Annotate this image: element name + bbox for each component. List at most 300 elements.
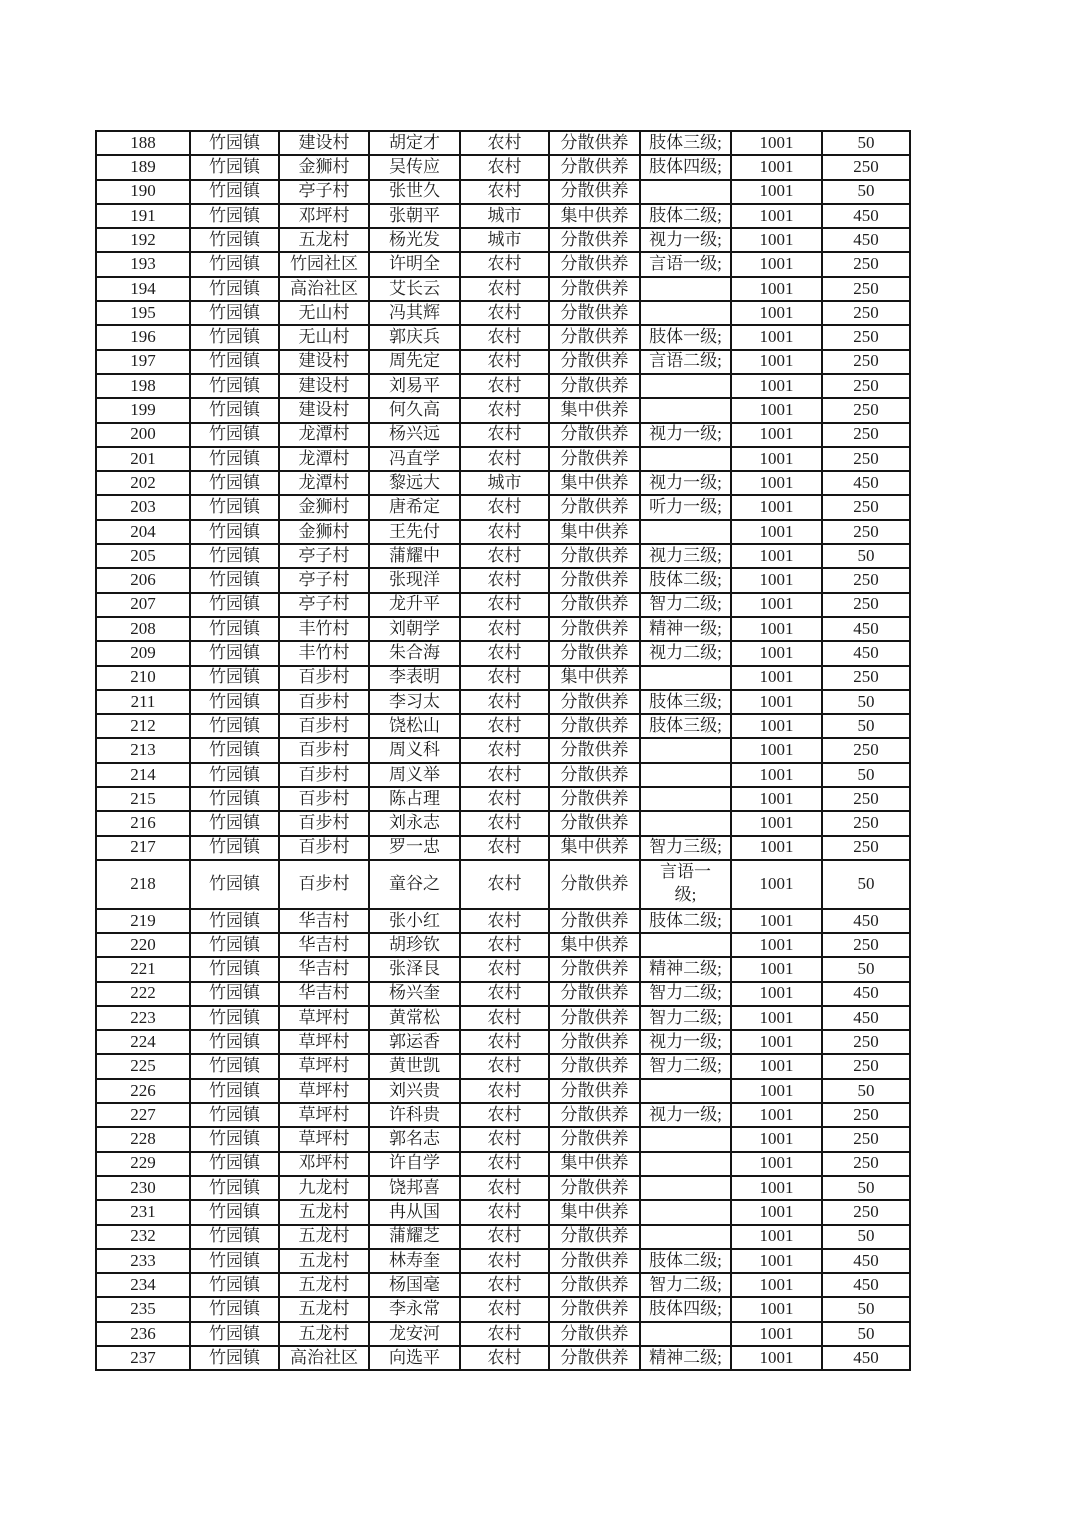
table-cell-support-type: 分散供养 bbox=[549, 1079, 640, 1103]
table-row bbox=[96, 204, 910, 228]
table-cell-row-number: 226 bbox=[96, 1079, 190, 1103]
table-cell-residence-type: 农村 bbox=[460, 155, 549, 179]
table-cell-support-type: 分散供养 bbox=[549, 811, 640, 835]
table-cell-code: 1001 bbox=[731, 495, 822, 519]
table-cell-code: 1001 bbox=[731, 423, 822, 447]
table-cell-support-type: 分散供养 bbox=[549, 374, 640, 398]
table-cell-village: 百步村 bbox=[279, 860, 369, 909]
table-cell-support-type: 分散供养 bbox=[549, 738, 640, 762]
table-cell-row-number: 212 bbox=[96, 714, 190, 738]
table-cell-amount: 50 bbox=[822, 1079, 910, 1103]
table-cell-amount: 250 bbox=[822, 447, 910, 471]
table-cell-code: 1001 bbox=[731, 155, 822, 179]
table-cell-code: 1001 bbox=[731, 204, 822, 228]
table-cell-person-name: 张世久 bbox=[369, 180, 460, 204]
table-cell-disability-grade: 视力二级; bbox=[640, 641, 731, 665]
table-cell-code: 1001 bbox=[731, 641, 822, 665]
table-cell-disability-grade: 视力一级; bbox=[640, 1030, 731, 1054]
table-cell-amount: 250 bbox=[822, 836, 910, 860]
table-cell-amount: 50 bbox=[822, 714, 910, 738]
table-cell-amount: 250 bbox=[822, 593, 910, 617]
table-cell-person-name: 黄世凯 bbox=[369, 1054, 460, 1078]
table-cell-row-number: 188 bbox=[96, 131, 190, 155]
table-row bbox=[96, 1079, 910, 1103]
table-row bbox=[96, 228, 910, 252]
table-cell-support-type: 分散供养 bbox=[549, 568, 640, 592]
table-cell-residence-type: 农村 bbox=[460, 714, 549, 738]
table-cell-person-name: 冉从国 bbox=[369, 1200, 460, 1224]
table-cell-support-type: 分散供养 bbox=[549, 860, 640, 909]
table-cell-village: 百步村 bbox=[279, 811, 369, 835]
table-cell-row-number: 201 bbox=[96, 447, 190, 471]
table-cell-person-name: 王先付 bbox=[369, 520, 460, 544]
table-cell-residence-type: 农村 bbox=[460, 1200, 549, 1224]
table-cell-residence-type: 农村 bbox=[460, 180, 549, 204]
table-cell-town: 竹园镇 bbox=[190, 350, 279, 374]
table-cell-code: 1001 bbox=[731, 1297, 822, 1321]
table-cell-row-number: 216 bbox=[96, 811, 190, 835]
table-cell-village: 百步村 bbox=[279, 763, 369, 787]
table-cell-town: 竹园镇 bbox=[190, 204, 279, 228]
table-cell-row-number: 203 bbox=[96, 495, 190, 519]
table-cell-village: 无山村 bbox=[279, 301, 369, 325]
table-row bbox=[96, 1176, 910, 1200]
table-cell-residence-type: 农村 bbox=[460, 933, 549, 957]
table-cell-town: 竹园镇 bbox=[190, 1273, 279, 1297]
table-cell-person-name: 郭运香 bbox=[369, 1030, 460, 1054]
table-cell-support-type: 分散供养 bbox=[549, 1054, 640, 1078]
table-cell-code: 1001 bbox=[731, 811, 822, 835]
table-cell-residence-type: 农村 bbox=[460, 325, 549, 349]
table-cell-residence-type: 城市 bbox=[460, 471, 549, 495]
table-cell-row-number: 222 bbox=[96, 982, 190, 1006]
table-cell-code: 1001 bbox=[731, 1103, 822, 1127]
table-cell-support-type: 分散供养 bbox=[549, 252, 640, 276]
table-cell-row-number: 233 bbox=[96, 1249, 190, 1273]
table-cell-amount: 450 bbox=[822, 909, 910, 933]
table-cell-code: 1001 bbox=[731, 277, 822, 301]
table-cell-disability-grade bbox=[640, 1225, 731, 1249]
table-cell-code: 1001 bbox=[731, 666, 822, 690]
table-cell-person-name: 胡定才 bbox=[369, 131, 460, 155]
table-cell-amount: 50 bbox=[822, 1225, 910, 1249]
table-cell-person-name: 蒲耀芝 bbox=[369, 1225, 460, 1249]
table-cell-row-number: 210 bbox=[96, 666, 190, 690]
table-cell-person-name: 李习太 bbox=[369, 690, 460, 714]
table-cell-amount: 250 bbox=[822, 666, 910, 690]
table-cell-amount: 250 bbox=[822, 568, 910, 592]
table-cell-code: 1001 bbox=[731, 1322, 822, 1346]
table-cell-row-number: 218 bbox=[96, 860, 190, 909]
table-cell-disability-grade: 肢体二级; bbox=[640, 568, 731, 592]
table-cell-disability-grade bbox=[640, 1322, 731, 1346]
table-cell-residence-type: 农村 bbox=[460, 423, 549, 447]
table-cell-disability-grade: 肢体二级; bbox=[640, 909, 731, 933]
table-cell-disability-grade bbox=[640, 520, 731, 544]
table-cell-row-number: 217 bbox=[96, 836, 190, 860]
table-cell-village: 无山村 bbox=[279, 325, 369, 349]
table-cell-row-number: 220 bbox=[96, 933, 190, 957]
table-cell-village: 建设村 bbox=[279, 398, 369, 422]
table-cell-town: 竹园镇 bbox=[190, 738, 279, 762]
table-cell-residence-type: 农村 bbox=[460, 447, 549, 471]
table-cell-amount: 250 bbox=[822, 738, 910, 762]
table-cell-amount: 50 bbox=[822, 1297, 910, 1321]
table-cell-code: 1001 bbox=[731, 301, 822, 325]
table-row bbox=[96, 933, 910, 957]
table-cell-amount: 250 bbox=[822, 423, 910, 447]
table-cell-residence-type: 农村 bbox=[460, 495, 549, 519]
table-cell-code: 1001 bbox=[731, 957, 822, 981]
table-cell-person-name: 刘易平 bbox=[369, 374, 460, 398]
table-cell-residence-type: 城市 bbox=[460, 204, 549, 228]
table-cell-support-type: 分散供养 bbox=[549, 447, 640, 471]
table-cell-disability-grade: 精神二级; bbox=[640, 957, 731, 981]
table-cell-person-name: 郭庆兵 bbox=[369, 325, 460, 349]
table-cell-person-name: 周义举 bbox=[369, 763, 460, 787]
table-cell-town: 竹园镇 bbox=[190, 617, 279, 641]
table-cell-village: 华吉村 bbox=[279, 957, 369, 981]
table-cell-disability-grade: 言语一级; bbox=[640, 860, 731, 909]
table-row bbox=[96, 1200, 910, 1224]
table-cell-support-type: 分散供养 bbox=[549, 277, 640, 301]
table-cell-disability-grade bbox=[640, 1079, 731, 1103]
table-cell-disability-grade: 肢体三级; bbox=[640, 690, 731, 714]
table-cell-code: 1001 bbox=[731, 1152, 822, 1176]
table-cell-disability-grade bbox=[640, 666, 731, 690]
table-cell-person-name: 胡珍钦 bbox=[369, 933, 460, 957]
table-cell-person-name: 杨兴远 bbox=[369, 423, 460, 447]
table-cell-row-number: 192 bbox=[96, 228, 190, 252]
table-cell-row-number: 211 bbox=[96, 690, 190, 714]
table-cell-support-type: 分散供养 bbox=[549, 423, 640, 447]
table-cell-disability-grade: 肢体四级; bbox=[640, 155, 731, 179]
table-cell-residence-type: 农村 bbox=[460, 836, 549, 860]
table-cell-residence-type: 农村 bbox=[460, 811, 549, 835]
table-cell-residence-type: 农村 bbox=[460, 593, 549, 617]
table-cell-town: 竹园镇 bbox=[190, 495, 279, 519]
table-cell-town: 竹园镇 bbox=[190, 763, 279, 787]
table-cell-amount: 450 bbox=[822, 617, 910, 641]
table-cell-row-number: 215 bbox=[96, 787, 190, 811]
table-cell-residence-type: 农村 bbox=[460, 738, 549, 762]
table-cell-village: 草坪村 bbox=[279, 1103, 369, 1127]
table-row bbox=[96, 617, 910, 641]
table-cell-residence-type: 农村 bbox=[460, 350, 549, 374]
table-row bbox=[96, 641, 910, 665]
table-cell-town: 竹园镇 bbox=[190, 1079, 279, 1103]
table-cell-disability-grade: 听力一级; bbox=[640, 495, 731, 519]
table-row bbox=[96, 277, 910, 301]
table-cell-code: 1001 bbox=[731, 228, 822, 252]
table-cell-town: 竹园镇 bbox=[190, 1030, 279, 1054]
table-cell-person-name: 李永常 bbox=[369, 1297, 460, 1321]
table-cell-support-type: 集中供养 bbox=[549, 1200, 640, 1224]
table-cell-row-number: 214 bbox=[96, 763, 190, 787]
table-cell-village: 金狮村 bbox=[279, 155, 369, 179]
table-cell-amount: 250 bbox=[822, 495, 910, 519]
table-row bbox=[96, 1030, 910, 1054]
table-cell-row-number: 223 bbox=[96, 1006, 190, 1030]
table-cell-town: 竹园镇 bbox=[190, 374, 279, 398]
table-cell-person-name: 刘朝学 bbox=[369, 617, 460, 641]
table-cell-amount: 250 bbox=[822, 520, 910, 544]
table-cell-village: 丰竹村 bbox=[279, 641, 369, 665]
table-cell-residence-type: 农村 bbox=[460, 1103, 549, 1127]
table-cell-town: 竹园镇 bbox=[190, 690, 279, 714]
table-cell-village: 华吉村 bbox=[279, 982, 369, 1006]
table-cell-row-number: 190 bbox=[96, 180, 190, 204]
table-cell-person-name: 林寿奎 bbox=[369, 1249, 460, 1273]
table-cell-disability-grade bbox=[640, 374, 731, 398]
table-cell-residence-type: 农村 bbox=[460, 1346, 549, 1370]
table-cell-support-type: 分散供养 bbox=[549, 350, 640, 374]
table-cell-town: 竹园镇 bbox=[190, 909, 279, 933]
table-cell-residence-type: 农村 bbox=[460, 1176, 549, 1200]
table-cell-disability-grade bbox=[640, 277, 731, 301]
table-cell-residence-type: 农村 bbox=[460, 1225, 549, 1249]
table-cell-village: 草坪村 bbox=[279, 1030, 369, 1054]
table-cell-village: 草坪村 bbox=[279, 1127, 369, 1151]
table-cell-code: 1001 bbox=[731, 593, 822, 617]
table-cell-town: 竹园镇 bbox=[190, 325, 279, 349]
table-cell-disability-grade: 肢体三级; bbox=[640, 714, 731, 738]
table-cell-amount: 50 bbox=[822, 860, 910, 909]
table-cell-support-type: 分散供养 bbox=[549, 1297, 640, 1321]
table-cell-code: 1001 bbox=[731, 617, 822, 641]
table-cell-disability-grade bbox=[640, 787, 731, 811]
table-cell-amount: 250 bbox=[822, 301, 910, 325]
table-cell-person-name: 饶邦喜 bbox=[369, 1176, 460, 1200]
table-cell-village: 邓坪村 bbox=[279, 204, 369, 228]
table-cell-town: 竹园镇 bbox=[190, 982, 279, 1006]
table-cell-amount: 450 bbox=[822, 982, 910, 1006]
table-row bbox=[96, 787, 910, 811]
table-cell-town: 竹园镇 bbox=[190, 180, 279, 204]
table-cell-person-name: 张泽艮 bbox=[369, 957, 460, 981]
table-cell-town: 竹园镇 bbox=[190, 1127, 279, 1151]
table-row bbox=[96, 1273, 910, 1297]
table-cell-amount: 250 bbox=[822, 350, 910, 374]
table-cell-row-number: 191 bbox=[96, 204, 190, 228]
table-row bbox=[96, 1225, 910, 1249]
table-cell-disability-grade bbox=[640, 1152, 731, 1176]
table-cell-village: 五龙村 bbox=[279, 1297, 369, 1321]
benefit-table bbox=[95, 130, 911, 1371]
table-cell-town: 竹园镇 bbox=[190, 544, 279, 568]
table-cell-support-type: 分散供养 bbox=[549, 1225, 640, 1249]
table-cell-village: 五龙村 bbox=[279, 1200, 369, 1224]
table-cell-row-number: 206 bbox=[96, 568, 190, 592]
table-cell-row-number: 230 bbox=[96, 1176, 190, 1200]
table-cell-village: 竹园社区 bbox=[279, 252, 369, 276]
table-cell-town: 竹园镇 bbox=[190, 155, 279, 179]
table-cell-town: 竹园镇 bbox=[190, 836, 279, 860]
table-cell-village: 亭子村 bbox=[279, 593, 369, 617]
table-cell-support-type: 分散供养 bbox=[549, 1322, 640, 1346]
table-row bbox=[96, 1152, 910, 1176]
table-row bbox=[96, 350, 910, 374]
table-cell-village: 亭子村 bbox=[279, 180, 369, 204]
table-cell-person-name: 龙安河 bbox=[369, 1322, 460, 1346]
table-cell-village: 金狮村 bbox=[279, 520, 369, 544]
table-cell-code: 1001 bbox=[731, 325, 822, 349]
table-cell-person-name: 童谷之 bbox=[369, 860, 460, 909]
table-cell-town: 竹园镇 bbox=[190, 1176, 279, 1200]
table-cell-code: 1001 bbox=[731, 860, 822, 909]
table-row bbox=[96, 301, 910, 325]
table-cell-amount: 250 bbox=[822, 1200, 910, 1224]
table-cell-person-name: 许科贵 bbox=[369, 1103, 460, 1127]
table-row bbox=[96, 325, 910, 349]
table-cell-code: 1001 bbox=[731, 763, 822, 787]
table-cell-amount: 50 bbox=[822, 690, 910, 714]
table-row bbox=[96, 957, 910, 981]
table-cell-disability-grade bbox=[640, 763, 731, 787]
table-cell-person-name: 刘永志 bbox=[369, 811, 460, 835]
table-cell-row-number: 189 bbox=[96, 155, 190, 179]
table-row bbox=[96, 666, 910, 690]
table-cell-disability-grade: 视力三级; bbox=[640, 544, 731, 568]
table-cell-row-number: 229 bbox=[96, 1152, 190, 1176]
table-cell-row-number: 236 bbox=[96, 1322, 190, 1346]
table-cell-person-name: 杨国毫 bbox=[369, 1273, 460, 1297]
table-cell-village: 百步村 bbox=[279, 787, 369, 811]
table-cell-disability-grade: 言语二级; bbox=[640, 350, 731, 374]
table-cell-code: 1001 bbox=[731, 1273, 822, 1297]
table-cell-disability-grade bbox=[640, 447, 731, 471]
table-cell-disability-grade: 智力二级; bbox=[640, 1006, 731, 1030]
table-cell-town: 竹园镇 bbox=[190, 1152, 279, 1176]
table-cell-row-number: 204 bbox=[96, 520, 190, 544]
table-cell-town: 竹园镇 bbox=[190, 252, 279, 276]
table-cell-residence-type: 农村 bbox=[460, 1127, 549, 1151]
table-cell-residence-type: 农村 bbox=[460, 1322, 549, 1346]
table-cell-town: 竹园镇 bbox=[190, 1346, 279, 1370]
table-cell-row-number: 209 bbox=[96, 641, 190, 665]
table-cell-row-number: 202 bbox=[96, 471, 190, 495]
table-cell-amount: 50 bbox=[822, 180, 910, 204]
table-cell-support-type: 分散供养 bbox=[549, 641, 640, 665]
table-cell-support-type: 分散供养 bbox=[549, 1030, 640, 1054]
table-cell-code: 1001 bbox=[731, 1249, 822, 1273]
table-cell-code: 1001 bbox=[731, 738, 822, 762]
table-cell-person-name: 周先定 bbox=[369, 350, 460, 374]
table-cell-row-number: 194 bbox=[96, 277, 190, 301]
table-cell-row-number: 200 bbox=[96, 423, 190, 447]
table-row bbox=[96, 374, 910, 398]
table-cell-support-type: 分散供养 bbox=[549, 593, 640, 617]
table-cell-residence-type: 农村 bbox=[460, 301, 549, 325]
table-cell-town: 竹园镇 bbox=[190, 957, 279, 981]
table-cell-support-type: 分散供养 bbox=[549, 787, 640, 811]
table-cell-person-name: 龙升平 bbox=[369, 593, 460, 617]
table-cell-amount: 250 bbox=[822, 1030, 910, 1054]
table-cell-disability-grade: 智力二级; bbox=[640, 1054, 731, 1078]
table-cell-amount: 450 bbox=[822, 1249, 910, 1273]
table-cell-support-type: 集中供养 bbox=[549, 398, 640, 422]
table-cell-code: 1001 bbox=[731, 787, 822, 811]
table-cell-amount: 250 bbox=[822, 398, 910, 422]
table-cell-support-type: 分散供养 bbox=[549, 1127, 640, 1151]
table-row bbox=[96, 568, 910, 592]
table-cell-village: 草坪村 bbox=[279, 1054, 369, 1078]
table-row bbox=[96, 398, 910, 422]
table-cell-residence-type: 农村 bbox=[460, 1152, 549, 1176]
table-cell-residence-type: 农村 bbox=[460, 617, 549, 641]
table-cell-code: 1001 bbox=[731, 1200, 822, 1224]
table-cell-town: 竹园镇 bbox=[190, 811, 279, 835]
table-cell-amount: 250 bbox=[822, 1127, 910, 1151]
table-cell-support-type: 分散供养 bbox=[549, 495, 640, 519]
table-cell-village: 亭子村 bbox=[279, 568, 369, 592]
table-cell-disability-grade: 智力二级; bbox=[640, 982, 731, 1006]
table-cell-support-type: 分散供养 bbox=[549, 228, 640, 252]
table-cell-support-type: 分散供养 bbox=[549, 180, 640, 204]
table-cell-village: 五龙村 bbox=[279, 1273, 369, 1297]
table-cell-town: 竹园镇 bbox=[190, 447, 279, 471]
table-cell-village: 高治社区 bbox=[279, 277, 369, 301]
table-cell-village: 建设村 bbox=[279, 131, 369, 155]
table-cell-support-type: 集中供养 bbox=[549, 666, 640, 690]
table-body bbox=[96, 131, 910, 1370]
table-cell-support-type: 分散供养 bbox=[549, 1273, 640, 1297]
table-cell-amount: 250 bbox=[822, 1103, 910, 1127]
table-cell-disability-grade: 视力一级; bbox=[640, 228, 731, 252]
table-cell-support-type: 分散供养 bbox=[549, 155, 640, 179]
table-cell-person-name: 杨光发 bbox=[369, 228, 460, 252]
table-cell-disability-grade bbox=[640, 301, 731, 325]
table-cell-support-type: 集中供养 bbox=[549, 1152, 640, 1176]
table-row bbox=[96, 1127, 910, 1151]
table-cell-residence-type: 农村 bbox=[460, 544, 549, 568]
table-row bbox=[96, 1322, 910, 1346]
table-cell-village: 华吉村 bbox=[279, 909, 369, 933]
table-cell-person-name: 郭名志 bbox=[369, 1127, 460, 1151]
table-cell-row-number: 198 bbox=[96, 374, 190, 398]
table-cell-disability-grade bbox=[640, 180, 731, 204]
table-cell-disability-grade: 精神二级; bbox=[640, 1346, 731, 1370]
table-cell-town: 竹园镇 bbox=[190, 568, 279, 592]
table-cell-code: 1001 bbox=[731, 690, 822, 714]
table-cell-row-number: 219 bbox=[96, 909, 190, 933]
table-row bbox=[96, 1249, 910, 1273]
table-cell-town: 竹园镇 bbox=[190, 423, 279, 447]
table-cell-support-type: 分散供养 bbox=[549, 1006, 640, 1030]
table-cell-support-type: 分散供养 bbox=[549, 1249, 640, 1273]
table-cell-amount: 450 bbox=[822, 471, 910, 495]
table-row bbox=[96, 763, 910, 787]
table-cell-person-name: 张现洋 bbox=[369, 568, 460, 592]
table-cell-person-name: 黎远大 bbox=[369, 471, 460, 495]
table-cell-code: 1001 bbox=[731, 1054, 822, 1078]
table-cell-town: 竹园镇 bbox=[190, 860, 279, 909]
table-cell-town: 竹园镇 bbox=[190, 1249, 279, 1273]
table-cell-support-type: 分散供养 bbox=[549, 690, 640, 714]
table-cell-disability-grade: 精神一级; bbox=[640, 617, 731, 641]
table-row bbox=[96, 1054, 910, 1078]
table-cell-village: 亭子村 bbox=[279, 544, 369, 568]
table-cell-village: 百步村 bbox=[279, 836, 369, 860]
table-cell-row-number: 224 bbox=[96, 1030, 190, 1054]
table-cell-code: 1001 bbox=[731, 1346, 822, 1370]
table-cell-person-name: 刘兴贵 bbox=[369, 1079, 460, 1103]
table-cell-residence-type: 农村 bbox=[460, 1297, 549, 1321]
table-cell-person-name: 吴传应 bbox=[369, 155, 460, 179]
table-cell-code: 1001 bbox=[731, 1176, 822, 1200]
table-cell-code: 1001 bbox=[731, 982, 822, 1006]
table-cell-village: 百步村 bbox=[279, 738, 369, 762]
